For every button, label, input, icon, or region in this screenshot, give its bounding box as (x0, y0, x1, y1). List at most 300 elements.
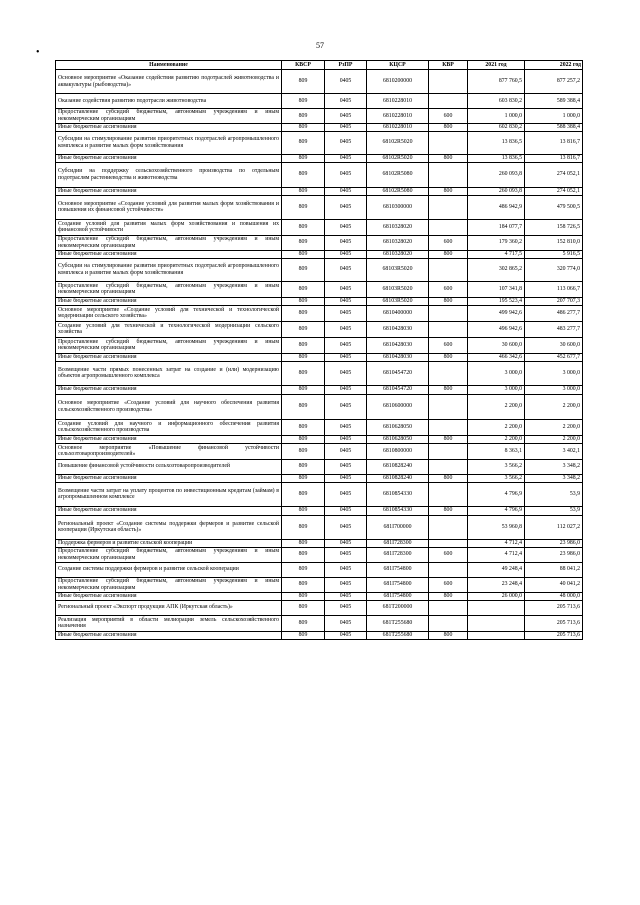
cell-kvsr: 809 (282, 250, 325, 258)
cell-name: Иные бюджетные ассигнования (56, 297, 282, 305)
table-row (56, 419, 583, 435)
table-row (56, 474, 583, 482)
cell-y2021: 466 342,6 (468, 353, 525, 361)
cell-kvr (429, 258, 468, 281)
cell-y2022: 2 200,0 (525, 419, 583, 435)
cell-kvsr: 809 (282, 70, 325, 94)
cell-kvsr: 809 (282, 124, 325, 132)
cell-y2022: 3 348,2 (525, 459, 583, 474)
cell-name: Основное мероприятие «Создание условий для технической и технологической модернизации сельского хозяйства» (56, 305, 282, 321)
cell-y2021: 260 093,8 (468, 162, 525, 187)
cell-y2022: 479 500,5 (525, 195, 583, 219)
cell-kvsr: 809 (282, 305, 325, 321)
cell-kvsr: 809 (282, 506, 325, 515)
cell-kvsr: 809 (282, 443, 325, 459)
cell-y2021: 3 000,0 (468, 385, 525, 394)
cell-rzpr: 0405 (325, 419, 367, 435)
cell-kvr (429, 443, 468, 459)
cell-kvr (429, 70, 468, 94)
cell-y2021: 26 000,0 (468, 592, 525, 600)
cell-kvsr: 809 (282, 394, 325, 419)
cell-kcsr: 681I754800 (367, 592, 429, 600)
cell-kvsr: 809 (282, 337, 325, 353)
cell-rzpr: 0405 (325, 600, 367, 615)
cell-name: Субсидии на поддержку сельскохозяйственного производства по отдельным подотраслям растениеводства и животноводства (56, 162, 282, 187)
cell-kvsr: 809 (282, 474, 325, 482)
cell-y2022: 13 816,7 (525, 154, 583, 162)
table-row (56, 305, 583, 321)
cell-kvr: 600 (429, 547, 468, 562)
cell-kvsr: 809 (282, 435, 325, 443)
header-name: Наименование (56, 61, 282, 70)
cell-y2022: 53,9 (525, 482, 583, 506)
table-row (56, 321, 583, 337)
cell-y2022: 30 600,0 (525, 337, 583, 353)
cell-name: Основное мероприятие «Создание условий для развития малых форм хозяйствования и повышения их финансовой устойчивости» (56, 195, 282, 219)
cell-kcsr: 6810854330 (367, 506, 429, 515)
header-2021: 2021 год (468, 61, 525, 70)
cell-name: Основное мероприятие «Создание условий для научного обеспечения развития сельскохозяйственного производства» (56, 394, 282, 419)
cell-kvsr: 809 (282, 162, 325, 187)
cell-name: Предоставление субсидий бюджетным, автономным учреждениям и иным некоммерческим организациям (56, 235, 282, 250)
cell-y2021 (468, 615, 525, 631)
table-row (56, 600, 583, 615)
table-row (56, 219, 583, 235)
cell-name: Создание системы поддержки фермеров и развитие сельской кооперации (56, 562, 282, 577)
cell-rzpr: 0405 (325, 385, 367, 394)
cell-rzpr: 0405 (325, 615, 367, 631)
cell-kvsr: 809 (282, 419, 325, 435)
cell-y2022: 274 052,1 (525, 162, 583, 187)
cell-rzpr: 0405 (325, 506, 367, 515)
cell-kvsr: 809 (282, 482, 325, 506)
cell-y2021: 302 865,2 (468, 258, 525, 281)
cell-kvr: 800 (429, 385, 468, 394)
cell-kvsr: 809 (282, 321, 325, 337)
cell-rzpr: 0405 (325, 539, 367, 547)
cell-rzpr: 0405 (325, 321, 367, 337)
cell-name: Предоставление субсидий бюджетным, автономным учреждениям и иным некоммерческим организациям (56, 281, 282, 297)
cell-kvr: 800 (429, 474, 468, 482)
cell-kcsr: 681I754800 (367, 562, 429, 577)
cell-kvsr: 809 (282, 592, 325, 600)
cell-kvsr: 809 (282, 109, 325, 124)
table-row (56, 539, 583, 547)
table-row (56, 162, 583, 187)
cell-kcsr: 681I728300 (367, 539, 429, 547)
cell-y2021: 53 960,8 (468, 515, 525, 539)
table-row (56, 361, 583, 385)
cell-name: Иные бюджетные ассигнования (56, 187, 282, 195)
cell-kvr (429, 131, 468, 154)
cell-kcsr: 6810800000 (367, 443, 429, 459)
cell-kvr: 600 (429, 577, 468, 592)
cell-name: Иные бюджетные ассигнования (56, 250, 282, 258)
cell-name: Субсидии на стимулирование развития приоритетных подотраслей агропромышленного комплекса и развитие малых форм хозяйствования (56, 258, 282, 281)
cell-y2022: 53,9 (525, 506, 583, 515)
cell-kvsr: 809 (282, 515, 325, 539)
cell-kcsr: 681T200000 (367, 600, 429, 615)
cell-y2022: 23 986,0 (525, 547, 583, 562)
cell-rzpr: 0405 (325, 281, 367, 297)
cell-y2022: 205 713,6 (525, 615, 583, 631)
cell-kvsr: 809 (282, 281, 325, 297)
cell-y2021: 3 566,2 (468, 474, 525, 482)
header-rzpr: РзПР (325, 61, 367, 70)
cell-name: Иные бюджетные ассигнования (56, 154, 282, 162)
cell-kcsr: 6810854330 (367, 482, 429, 506)
cell-y2021: 8 363,1 (468, 443, 525, 459)
cell-kcsr: 6810454720 (367, 361, 429, 385)
cell-rzpr: 0405 (325, 394, 367, 419)
cell-kcsr: 681T255680 (367, 615, 429, 631)
cell-y2022: 205 713,6 (525, 600, 583, 615)
cell-kcsr: 68103R5020 (367, 281, 429, 297)
cell-y2022: 158 726,5 (525, 219, 583, 235)
cell-y2021: 2 200,0 (468, 394, 525, 419)
cell-name: Создание условий для развития малых форм хозяйствования и повышения их финансовой устойчивости (56, 219, 282, 235)
cell-y2022: 23 986,0 (525, 539, 583, 547)
cell-kvsr: 809 (282, 195, 325, 219)
cell-y2022: 2 200,0 (525, 394, 583, 419)
cell-y2021: 3 566,2 (468, 459, 525, 474)
table-row (56, 506, 583, 515)
cell-y2021: 23 248,4 (468, 577, 525, 592)
table-row (56, 154, 583, 162)
header-kvsr: КВСР (282, 61, 325, 70)
cell-y2022: 877 257,2 (525, 70, 583, 94)
cell-y2021: 30 600,0 (468, 337, 525, 353)
cell-kvr (429, 305, 468, 321)
cell-y2022: 5 916,5 (525, 250, 583, 258)
cell-kcsr: 6810428030 (367, 353, 429, 361)
cell-kvr (429, 562, 468, 577)
cell-rzpr: 0405 (325, 562, 367, 577)
cell-kvr (429, 94, 468, 109)
cell-y2021: 179 360,2 (468, 235, 525, 250)
cell-kcsr: 68103R5020 (367, 258, 429, 281)
cell-kcsr: 6810428030 (367, 337, 429, 353)
cell-kvsr: 809 (282, 631, 325, 639)
cell-name: Реализация мероприятий в области мелиорации земель сельскохозяйственного назначения (56, 615, 282, 631)
cell-kvr (429, 615, 468, 631)
cell-rzpr: 0405 (325, 258, 367, 281)
cell-rzpr: 0405 (325, 459, 367, 474)
cell-name: Основное мероприятие «Оказание содействия развитию подотраслей животноводства и аквакультуры (рыбоводства)» (56, 70, 282, 94)
cell-kcsr: 68102R5080 (367, 162, 429, 187)
cell-kcsr: 6810300000 (367, 195, 429, 219)
cell-y2022: 113 066,7 (525, 281, 583, 297)
cell-kvsr: 809 (282, 154, 325, 162)
cell-kvr: 800 (429, 297, 468, 305)
cell-name: Предоставление субсидий бюджетным, автономным учреждениям и иным некоммерческим организациям (56, 547, 282, 562)
cell-name: Предоставление субсидий бюджетным, автономным учреждениям и иным некоммерческим организациям (56, 109, 282, 124)
table-row (56, 577, 583, 592)
table-row (56, 592, 583, 600)
cell-kvr: 800 (429, 435, 468, 443)
table-row (56, 250, 583, 258)
cell-name: Создание условий для научного и информационного обеспечения развития сельскохозяйственного производства (56, 419, 282, 435)
cell-y2022: 88 041,2 (525, 562, 583, 577)
table-row (56, 615, 583, 631)
cell-y2021: 486 942,9 (468, 195, 525, 219)
cell-kcsr: 681I728300 (367, 547, 429, 562)
cell-rzpr: 0405 (325, 195, 367, 219)
cell-y2022: 588 388,4 (525, 124, 583, 132)
cell-rzpr: 0405 (325, 337, 367, 353)
cell-y2022: 486 277,7 (525, 305, 583, 321)
cell-kvsr: 809 (282, 219, 325, 235)
table-row (56, 195, 583, 219)
cell-y2021: 4 717,5 (468, 250, 525, 258)
cell-kcsr: 68103R5020 (367, 297, 429, 305)
cell-kvsr: 809 (282, 94, 325, 109)
table-row (56, 124, 583, 132)
cell-name: Иные бюджетные ассигнования (56, 474, 282, 482)
cell-y2021: 4 796,9 (468, 482, 525, 506)
cell-name: Субсидии на стимулирование развития приоритетных подотраслей агропромышленного комплекса и развитие малых форм хозяйствования (56, 131, 282, 154)
cell-rzpr: 0405 (325, 353, 367, 361)
cell-rzpr: 0405 (325, 124, 367, 132)
cell-kcsr: 6810228010 (367, 94, 429, 109)
cell-kcsr: 6810328020 (367, 250, 429, 258)
table-row (56, 394, 583, 419)
cell-name: Предоставление субсидий бюджетным, автономным учреждениям и иным некоммерческим организациям (56, 577, 282, 592)
cell-kcsr: 68102R5020 (367, 154, 429, 162)
cell-kcsr: 681I700000 (367, 515, 429, 539)
cell-y2022: 274 052,1 (525, 187, 583, 195)
cell-kvr: 800 (429, 187, 468, 195)
cell-kcsr: 6810400000 (367, 305, 429, 321)
cell-rzpr: 0405 (325, 297, 367, 305)
cell-y2021: 4 712,4 (468, 539, 525, 547)
cell-y2021: 4 712,4 (468, 547, 525, 562)
cell-rzpr: 0405 (325, 187, 367, 195)
cell-y2021: 3 000,0 (468, 361, 525, 385)
cell-y2022: 589 388,4 (525, 94, 583, 109)
table-row (56, 337, 583, 353)
cell-kcsr: 6810628050 (367, 419, 429, 435)
cell-y2022: 320 774,0 (525, 258, 583, 281)
cell-rzpr: 0405 (325, 305, 367, 321)
cell-rzpr: 0405 (325, 235, 367, 250)
cell-y2021: 602 830,2 (468, 124, 525, 132)
cell-kvr (429, 482, 468, 506)
header-kvr: КВР (429, 61, 468, 70)
table-row (56, 109, 583, 124)
cell-name: Поддержка фермеров и развитие сельской кооперации (56, 539, 282, 547)
cell-kvr (429, 162, 468, 187)
cell-kvsr: 809 (282, 562, 325, 577)
table-row (56, 562, 583, 577)
cell-rzpr: 0405 (325, 94, 367, 109)
table-row (56, 131, 583, 154)
budget-table (55, 60, 583, 640)
cell-y2022: 3 402,1 (525, 443, 583, 459)
cell-name: Возмещение части затрат на уплату процентов по инвестиционным кредитам (займам) в агропромышленном комплексе (56, 482, 282, 506)
table-row (56, 94, 583, 109)
cell-kvr: 800 (429, 154, 468, 162)
cell-kvr (429, 515, 468, 539)
cell-y2022: 452 677,7 (525, 353, 583, 361)
cell-kvr: 600 (429, 235, 468, 250)
cell-rzpr: 0405 (325, 631, 367, 639)
cell-kvr (429, 321, 468, 337)
header-kcsr: КЦСР (367, 61, 429, 70)
table-row (56, 235, 583, 250)
cell-y2021: 49 248,4 (468, 562, 525, 577)
cell-y2021: 2 200,0 (468, 435, 525, 443)
table-header-row (56, 61, 583, 70)
cell-name: Иные бюджетные ассигнования (56, 592, 282, 600)
cell-y2021: 184 077,7 (468, 219, 525, 235)
cell-y2021: 499 942,6 (468, 305, 525, 321)
table-row (56, 297, 583, 305)
cell-kcsr: 6810600000 (367, 394, 429, 419)
header-2022: 2022 год (525, 61, 583, 70)
cell-kvsr: 809 (282, 258, 325, 281)
cell-kvr (429, 459, 468, 474)
cell-kcsr: 6810200000 (367, 70, 429, 94)
cell-kcsr: 681T255680 (367, 631, 429, 639)
cell-kvsr: 809 (282, 235, 325, 250)
cell-kvr: 800 (429, 592, 468, 600)
cell-name: Иные бюджетные ассигнования (56, 435, 282, 443)
cell-y2022: 1 000,0 (525, 109, 583, 124)
cell-y2022: 207 707,3 (525, 297, 583, 305)
page-number: 57 (316, 41, 324, 50)
cell-kvsr: 809 (282, 353, 325, 361)
cell-name: Создание условий для технической и технологической модернизации сельского хозяйства (56, 321, 282, 337)
cell-kvr: 800 (429, 506, 468, 515)
cell-kvsr: 809 (282, 547, 325, 562)
cell-kvr: 800 (429, 124, 468, 132)
cell-y2021: 107 341,8 (468, 281, 525, 297)
cell-kvr: 600 (429, 337, 468, 353)
cell-y2021 (468, 600, 525, 615)
table-row (56, 515, 583, 539)
cell-kvr (429, 219, 468, 235)
cell-y2022: 13 816,7 (525, 131, 583, 154)
page-marker: • (36, 47, 40, 58)
cell-rzpr: 0405 (325, 435, 367, 443)
table-row (56, 443, 583, 459)
table-row (56, 70, 583, 94)
table-row (56, 385, 583, 394)
cell-kvsr: 809 (282, 385, 325, 394)
table-row (56, 631, 583, 639)
cell-y2021: 13 836,5 (468, 154, 525, 162)
cell-kvr (429, 195, 468, 219)
cell-kcsr: 6810628050 (367, 435, 429, 443)
cell-kcsr: 6810328020 (367, 235, 429, 250)
cell-rzpr: 0405 (325, 592, 367, 600)
cell-kvsr: 809 (282, 615, 325, 631)
table-row (56, 258, 583, 281)
table-row (56, 281, 583, 297)
cell-kcsr: 68102R5020 (367, 131, 429, 154)
cell-name: Предоставление субсидий бюджетным, автономным учреждениям и иным некоммерческим организациям (56, 337, 282, 353)
cell-kcsr: 68102R5080 (367, 187, 429, 195)
cell-rzpr: 0405 (325, 474, 367, 482)
cell-y2022: 483 277,7 (525, 321, 583, 337)
cell-y2021: 260 093,8 (468, 187, 525, 195)
cell-rzpr: 0405 (325, 154, 367, 162)
cell-name: Иные бюджетные ассигнования (56, 631, 282, 639)
cell-rzpr: 0405 (325, 547, 367, 562)
cell-kvsr: 809 (282, 361, 325, 385)
cell-kvr (429, 539, 468, 547)
cell-kvr (429, 361, 468, 385)
cell-y2022: 3 348,2 (525, 474, 583, 482)
cell-y2021: 4 796,9 (468, 506, 525, 515)
cell-kvr: 800 (429, 631, 468, 639)
cell-y2021: 877 760,5 (468, 70, 525, 94)
cell-rzpr: 0405 (325, 361, 367, 385)
cell-rzpr: 0405 (325, 162, 367, 187)
cell-kcsr: 6810328020 (367, 219, 429, 235)
cell-name: Иные бюджетные ассигнования (56, 353, 282, 361)
cell-y2022: 205 713,6 (525, 631, 583, 639)
cell-name: Региональный проект «Создание системы поддержки фермеров и развитие сельской кооперации (Иркутская область)» (56, 515, 282, 539)
cell-kvr: 800 (429, 353, 468, 361)
cell-name: Региональный проект «Экспорт продукции АПК (Иркутская область)» (56, 600, 282, 615)
cell-rzpr: 0405 (325, 250, 367, 258)
cell-name: Иные бюджетные ассигнования (56, 506, 282, 515)
cell-y2022: 48 000,0 (525, 592, 583, 600)
cell-rzpr: 0405 (325, 482, 367, 506)
table-row (56, 547, 583, 562)
table-row (56, 482, 583, 506)
cell-kcsr: 6810228010 (367, 124, 429, 132)
cell-y2021: 13 836,5 (468, 131, 525, 154)
cell-kcsr: 6810228010 (367, 109, 429, 124)
cell-y2021: 496 942,6 (468, 321, 525, 337)
cell-kcsr: 6810828240 (367, 459, 429, 474)
cell-y2021: 2 200,0 (468, 419, 525, 435)
cell-kvr: 600 (429, 109, 468, 124)
cell-name: Иные бюджетные ассигнования (56, 124, 282, 132)
cell-kvr: 600 (429, 281, 468, 297)
cell-kvsr: 809 (282, 539, 325, 547)
cell-rzpr: 0405 (325, 443, 367, 459)
cell-kvr (429, 394, 468, 419)
cell-kvr (429, 600, 468, 615)
cell-y2022: 152 810,0 (525, 235, 583, 250)
cell-kcsr: 6810454720 (367, 385, 429, 394)
cell-name: Возмещение части прямых понесенных затрат на создание и (или) модернизацию объектов агропромышленного комплекса (56, 361, 282, 385)
cell-kvsr: 809 (282, 131, 325, 154)
table-row (56, 353, 583, 361)
cell-kvsr: 809 (282, 297, 325, 305)
table-row (56, 435, 583, 443)
cell-y2021: 195 523,4 (468, 297, 525, 305)
cell-rzpr: 0405 (325, 70, 367, 94)
cell-kvsr: 809 (282, 600, 325, 615)
cell-y2022: 3 000,0 (525, 361, 583, 385)
cell-rzpr: 0405 (325, 131, 367, 154)
cell-kcsr: 6810828240 (367, 474, 429, 482)
cell-y2022: 2 200,0 (525, 435, 583, 443)
cell-rzpr: 0405 (325, 109, 367, 124)
cell-name: Повышение финансовой устойчивости сельхозтоваропроизводителей (56, 459, 282, 474)
cell-y2022: 3 000,0 (525, 385, 583, 394)
cell-kvr: 800 (429, 250, 468, 258)
cell-y2021 (468, 631, 525, 639)
cell-rzpr: 0405 (325, 577, 367, 592)
cell-rzpr: 0405 (325, 219, 367, 235)
cell-kcsr: 681I754800 (367, 577, 429, 592)
